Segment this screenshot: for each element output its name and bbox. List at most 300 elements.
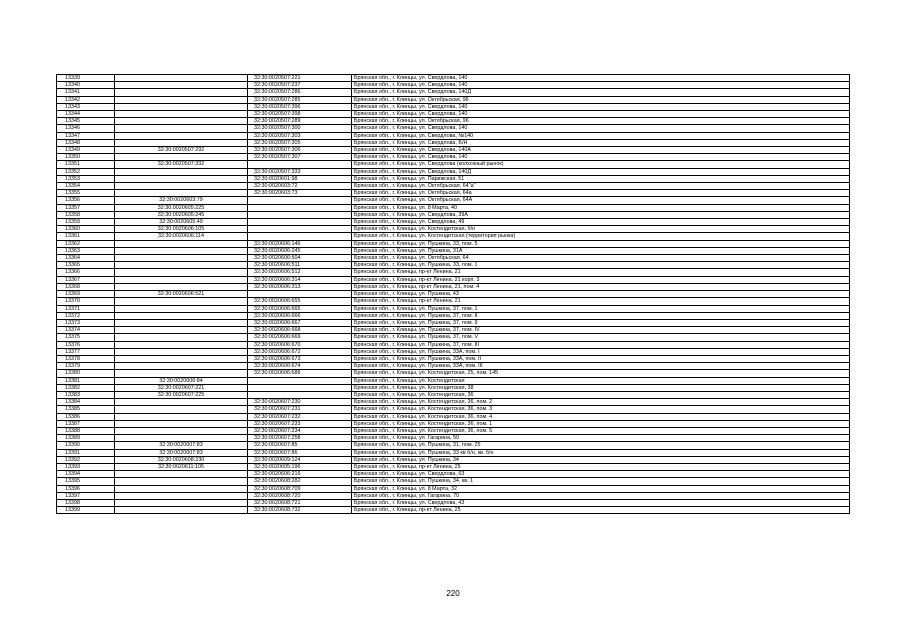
address-cell: Брянская обл., г. Клинцы, пр-кт Ленина, 25 (352, 507, 850, 514)
address-cell: Брянская обл., г. Клинцы, ул. Свердлова, 43 (352, 499, 850, 506)
address-cell: Брянская обл., г. Клинцы, ул. Костендитская (территория рынка) (352, 233, 850, 240)
table-row (57, 161, 850, 168)
row-number-cell: 13342 (57, 96, 115, 103)
row-number-cell: 13373 (57, 319, 115, 326)
table-row (57, 391, 850, 398)
cadastral-number-cell (115, 485, 248, 492)
row-number-cell: 13365 (57, 262, 115, 269)
cadastral-number-secondary-cell: 32:30:0020507:221 (248, 75, 352, 82)
table-row (57, 305, 850, 312)
cadastral-number-cell (115, 305, 248, 312)
table-row (57, 291, 850, 298)
address-cell: Брянская обл., г. Клинцы, ул. Пушкина, 37, пом. V (352, 334, 850, 341)
row-number-cell: 13387 (57, 420, 115, 427)
cadastral-number-secondary-cell: 32:30:0020507:289 (248, 118, 352, 125)
cadastral-number-secondary-cell: 32:30:0020507:333 (248, 168, 352, 175)
cadastral-number-cell: 32:30:0020606:84 (115, 377, 248, 384)
cadastral-number-secondary-cell: 32:30:0020608:732 (248, 507, 352, 514)
cadastral-number-secondary-cell: 32:30:0020608:709 (248, 485, 352, 492)
cadastral-number-secondary-cell: 32:30:0020608:720 (248, 492, 352, 499)
table-row (57, 327, 850, 334)
address-cell: Брянская обл., г. Клинцы, ул. Пушкина, 33А, пом. III (352, 363, 850, 370)
cadastral-number-secondary-cell: 32:30:0020606:673 (248, 355, 352, 362)
address-cell: Брянская обл., г. Клинцы, ул. Октябрьская, 64А (352, 197, 850, 204)
table-row (57, 269, 850, 276)
cadastral-number-cell: 32:30:0020607:83 (115, 449, 248, 456)
cadastral-number-cell (115, 75, 248, 82)
table-row (57, 341, 850, 348)
cadastral-number-cell (115, 341, 248, 348)
table-row (57, 283, 850, 290)
table-row (57, 89, 850, 96)
address-cell: Брянская обл., г. Клинцы, ул. Костендитская, 36, пом. 1 (352, 420, 850, 427)
address-cell: Брянская обл., г. Клинцы, ул. Костендитская (352, 377, 850, 384)
address-cell: Брянская обл., г. Клинцы, ул. Пушкина, 37, пом. IV (352, 327, 850, 334)
cadastral-number-secondary-cell: 32:30:0020606:512 (248, 269, 352, 276)
address-cell: Брянская обл., г. Клинцы, ул. Гагарина, 50 (352, 435, 850, 442)
cadastral-number-cell (115, 183, 248, 190)
cadastral-number-cell (115, 420, 248, 427)
address-cell: Брянская обл., г. Клинцы, ул. Пушкина, 31А (352, 247, 850, 254)
cadastral-number-cell (115, 125, 248, 132)
row-number-cell: 13396 (57, 485, 115, 492)
row-number-cell: 13372 (57, 312, 115, 319)
address-cell: Брянская обл., г. Клинцы, ул. Свердлова, 39А (352, 211, 850, 218)
cadastral-number-secondary-cell: 32:30:0020607:234 (248, 427, 352, 434)
address-cell: Брянская обл., г. Клинцы, ул. Пушкина, 33, пом. 1 (352, 262, 850, 269)
table-row (57, 75, 850, 82)
row-number-cell: 13390 (57, 442, 115, 449)
address-cell: Брянская обл., г. Клинцы, ул. Пушкина, 33А, пом. II (352, 355, 850, 362)
row-number-cell: 13363 (57, 247, 115, 254)
cadastral-number-cell: 32:30:0020607:225 (115, 391, 248, 398)
table-row (57, 384, 850, 391)
cadastral-number-secondary-cell: 32:30:0020606:146 (248, 240, 352, 247)
cadastral-number-secondary-cell: 32:30:0020507:300 (248, 125, 352, 132)
cadastral-number-secondary-cell (248, 161, 352, 168)
cadastral-number-cell (115, 507, 248, 514)
cadastral-number-cell (115, 413, 248, 420)
cadastral-number-cell: 32:30:0020608:230 (115, 456, 248, 463)
cadastral-number-cell (115, 139, 248, 146)
cadastral-number-cell (115, 132, 248, 139)
address-cell: Брянская обл., г. Клинцы, ул. Свердлова, 140 (352, 111, 850, 118)
cadastral-number-cell: 32:30:0020606:105 (115, 226, 248, 233)
cadastral-number-cell (115, 319, 248, 326)
cadastral-number-secondary-cell: 32:30:0020606:686 (248, 370, 352, 377)
row-number-cell: 13370 (57, 298, 115, 305)
cadastral-number-secondary-cell: 32:30:0020507:307 (248, 154, 352, 161)
table-row (57, 334, 850, 341)
table-row (57, 377, 850, 384)
table-row (57, 413, 850, 420)
table-row (57, 226, 850, 233)
page-number: 220 (446, 589, 460, 598)
table-row (57, 435, 850, 442)
cadastral-number-secondary-cell: 32:30:0020607:231 (248, 406, 352, 413)
row-number-cell: 13379 (57, 363, 115, 370)
registry-table (56, 74, 850, 514)
address-cell: Брянская обл., г. Клинцы, ул. Свердлова, 140 (352, 125, 850, 132)
cadastral-number-secondary-cell: 32:30:0020607:85 (248, 442, 352, 449)
table-row (57, 298, 850, 305)
cadastral-number-secondary-cell: 32:30:0020606:511 (248, 262, 352, 269)
row-number-cell: 13346 (57, 125, 115, 132)
cadastral-number-cell (115, 283, 248, 290)
address-cell: Брянская обл., г. Клинцы, ул. Свердлова, 140 (352, 82, 850, 89)
address-cell: Брянская обл., г. Клинцы, ул. Пушкина, 37, пом. III (352, 341, 850, 348)
address-cell: Брянская обл., г. Клинцы, ул. Костендитская, 36, пом. 2 (352, 399, 850, 406)
cadastral-number-cell: 32:30:0020606:114 (115, 233, 248, 240)
address-cell: Брянская обл., г. Клинцы, ул. Костендитская, 38 (352, 384, 850, 391)
cadastral-number-secondary-cell: 32:30:0020507:396 (248, 103, 352, 110)
address-cell: Брянская обл., г. Клинцы, ул. Свердлова (колхозный рынок) (352, 161, 850, 168)
cadastral-number-secondary-cell: 32:30:0020507:285 (248, 96, 352, 103)
cadastral-number-secondary-cell: 32:30:0020603:72 (248, 183, 352, 190)
row-number-cell: 13364 (57, 255, 115, 262)
table-row (57, 190, 850, 197)
table-row (57, 118, 850, 125)
cadastral-number-cell (115, 255, 248, 262)
cadastral-number-secondary-cell: 32:30:0020507:398 (248, 111, 352, 118)
cadastral-number-cell (115, 111, 248, 118)
cadastral-number-secondary-cell: 32:30:0020606:669 (248, 334, 352, 341)
cadastral-number-cell (115, 355, 248, 362)
row-number-cell: 13399 (57, 507, 115, 514)
address-cell: Брянская обл., г. Клинцы, ул. Гагарина, 70 (352, 492, 850, 499)
cadastral-number-cell: 32:30:0020605:245 (115, 211, 248, 218)
cadastral-number-secondary-cell: 32:30:0020606:672 (248, 348, 352, 355)
table-row (57, 348, 850, 355)
cadastral-number-cell (115, 154, 248, 161)
address-cell: Брянская обл., г. Клинцы, пр-кт Ленина, 21 (352, 298, 850, 305)
address-cell: Брянская обл., г. Клинцы, пр-кт Ленина, 21, пом. 4 (352, 283, 850, 290)
cadastral-number-cell: 32:30:0020607:221 (115, 384, 248, 391)
cadastral-number-cell (115, 269, 248, 276)
address-cell: Брянская обл., г. Клинцы, пр-кт Ленина, 21 корп. 3 (352, 276, 850, 283)
row-number-cell: 13380 (57, 370, 115, 377)
cadastral-number-cell: 32:30:0020607:83 (115, 442, 248, 449)
cadastral-number-cell (115, 168, 248, 175)
table-row (57, 262, 850, 269)
cadastral-number-secondary-cell: 32:30:0020606:668 (248, 327, 352, 334)
cadastral-number-secondary-cell: 32:30:0020609:124 (248, 456, 352, 463)
cadastral-number-cell (115, 190, 248, 197)
row-number-cell: 13375 (57, 334, 115, 341)
cadastral-number-cell (115, 406, 248, 413)
cadastral-number-secondary-cell: 32:30:0020606:670 (248, 341, 352, 348)
cadastral-number-cell (115, 247, 248, 254)
row-number-cell: 13383 (57, 391, 115, 398)
row-number-cell: 13376 (57, 341, 115, 348)
table-row (57, 103, 850, 110)
table-row (57, 427, 850, 434)
address-cell: Брянская обл., г. Клинцы, ул. Свердлова, 140Д (352, 168, 850, 175)
cadastral-number-cell: 32:30:0020603:79 (115, 197, 248, 204)
row-number-cell: 13385 (57, 406, 115, 413)
cadastral-number-secondary-cell: 32:30:0020607:258 (248, 435, 352, 442)
cadastral-number-secondary-cell: 32:30:0020607:230 (248, 399, 352, 406)
row-number-cell: 13378 (57, 355, 115, 362)
address-cell: Брянская обл., г. Клинцы, ул. Пушкина, 37, пом. II (352, 312, 850, 319)
table-row (57, 204, 850, 211)
table-row (57, 96, 850, 103)
row-number-cell: 13340 (57, 82, 115, 89)
row-number-cell: 13345 (57, 118, 115, 125)
cadastral-number-secondary-cell: 32:30:0020606:216 (248, 471, 352, 478)
cadastral-number-secondary-cell: 32:30:0020607:233 (248, 420, 352, 427)
row-number-cell: 13371 (57, 305, 115, 312)
table-row (57, 168, 850, 175)
row-number-cell: 13347 (57, 132, 115, 139)
table-row (57, 499, 850, 506)
cadastral-number-secondary-cell (248, 233, 352, 240)
cadastral-number-cell (115, 327, 248, 334)
address-cell: Брянская обл., г. Клинцы, ул. Свердлова, 140А (352, 147, 850, 154)
table-row (57, 139, 850, 146)
cadastral-number-secondary-cell: 32:30:0020507:306 (248, 147, 352, 154)
table-row (57, 355, 850, 362)
cadastral-number-secondary-cell: 32:30:0020606:245 (248, 247, 352, 254)
cadastral-number-secondary-cell: 32:30:0020603:73 (248, 190, 352, 197)
cadastral-number-cell (115, 262, 248, 269)
address-cell: Брянская обл., г. Клинцы, ул. Октябрьская, 64 (352, 255, 850, 262)
row-number-cell: 13354 (57, 183, 115, 190)
cadastral-number-cell (115, 427, 248, 434)
row-number-cell: 13355 (57, 190, 115, 197)
table-row (57, 82, 850, 89)
table-row (57, 312, 850, 319)
row-number-cell: 13362 (57, 240, 115, 247)
row-number-cell: 13386 (57, 413, 115, 420)
row-number-cell: 13359 (57, 219, 115, 226)
cadastral-number-cell (115, 471, 248, 478)
address-cell: Брянская обл., г. Клинцы, пр-кт Ленина, 25 (352, 463, 850, 470)
address-cell: Брянская обл., г. Клинцы, ул. Костендитская, 36, пом. 3 (352, 406, 850, 413)
row-number-cell: 13389 (57, 435, 115, 442)
cadastral-number-secondary-cell: 32:30:0020606:504 (248, 255, 352, 262)
address-cell: Брянская обл., г. Клинцы, ул. Свердлова, 63 (352, 471, 850, 478)
cadastral-number-cell (115, 175, 248, 182)
row-number-cell: 13395 (57, 478, 115, 485)
cadastral-number-cell (115, 103, 248, 110)
table-row (57, 240, 850, 247)
cadastral-number-secondary-cell (248, 384, 352, 391)
registry-table-body (57, 75, 850, 514)
cadastral-number-secondary-cell: 32:30:0020606:666 (248, 312, 352, 319)
row-number-cell: 13353 (57, 175, 115, 182)
address-cell: Брянская обл., г. Клинцы, ул. Пушкина, 37, пом. 9 (352, 319, 850, 326)
table-row (57, 132, 850, 139)
cadastral-number-secondary-cell: 32:30:0020606:314 (248, 276, 352, 283)
address-cell: Брянская обл., г. Клинцы, ул. Костендитская, 36, пом. 5 (352, 427, 850, 434)
cadastral-number-cell: 32:30:0020611:105 (115, 463, 248, 470)
cadastral-number-cell: 32:30:0020605:49 (115, 219, 248, 226)
address-cell: Брянская обл., г. Клинцы, ул. Октябрьская, 96 (352, 118, 850, 125)
cadastral-number-secondary-cell (248, 197, 352, 204)
cadastral-number-cell (115, 118, 248, 125)
table-row (57, 319, 850, 326)
table-row (57, 147, 850, 154)
cadastral-number-cell (115, 348, 248, 355)
table-row (57, 478, 850, 485)
address-cell: Брянская обл., г. Клинцы, ул. Пушкина, 43 (352, 291, 850, 298)
address-cell: Брянская обл., г. Клинцы, ул. Октябрьская, 64а (352, 190, 850, 197)
cadastral-number-secondary-cell: 32:30:0020608:721 (248, 499, 352, 506)
cadastral-number-cell (115, 96, 248, 103)
address-cell: Брянская обл., г. Клинцы, ул. Пушкина, 33, пом. 5 (352, 240, 850, 247)
row-number-cell: 13348 (57, 139, 115, 146)
table-row (57, 276, 850, 283)
table-row (57, 197, 850, 204)
cadastral-number-secondary-cell: 32:30:0020507:305 (248, 139, 352, 146)
cadastral-number-secondary-cell (248, 377, 352, 384)
table-row (57, 111, 850, 118)
row-number-cell: 13361 (57, 233, 115, 240)
cadastral-number-secondary-cell (248, 226, 352, 233)
row-number-cell: 13360 (57, 226, 115, 233)
cadastral-number-cell: 32:30:0020605:225 (115, 204, 248, 211)
address-cell: Брянская обл., г. Клинцы, ул. Свердлова, №140 (352, 132, 850, 139)
cadastral-number-secondary-cell (248, 291, 352, 298)
cadastral-number-cell (115, 499, 248, 506)
cadastral-number-secondary-cell: 32:30:0020607:86 (248, 449, 352, 456)
row-number-cell: 13382 (57, 384, 115, 391)
address-cell: Брянская обл., г. Клинцы, ул. Костендитская, б/н (352, 226, 850, 233)
row-number-cell: 13369 (57, 291, 115, 298)
address-cell: Брянская обл., г. Клинцы, ул. Парижская, 51 (352, 175, 850, 182)
cadastral-number-secondary-cell (248, 391, 352, 398)
cadastral-number-secondary-cell (248, 211, 352, 218)
cadastral-number-cell (115, 399, 248, 406)
table-row (57, 255, 850, 262)
row-number-cell: 13398 (57, 499, 115, 506)
table-row (57, 125, 850, 132)
table-row (57, 211, 850, 218)
table-row (57, 456, 850, 463)
cadastral-number-secondary-cell: 32:30:0020507:237 (248, 82, 352, 89)
row-number-cell: 13350 (57, 154, 115, 161)
row-number-cell: 13368 (57, 283, 115, 290)
table-row (57, 442, 850, 449)
address-cell: Брянская обл., г. Клинцы, ул. Свердлова, 140 (352, 154, 850, 161)
address-cell: Брянская обл., г. Клинцы, ул. Пушкина, 37, пом. 1 (352, 305, 850, 312)
address-cell: Брянская обл., г. Клинцы, ул. Пушкина, 34 (352, 456, 850, 463)
cadastral-number-cell (115, 240, 248, 247)
table-row (57, 449, 850, 456)
cadastral-number-cell (115, 370, 248, 377)
address-cell: Брянская обл., г. Клинцы, ул. Костендитская, 25, пом. 145 (352, 370, 850, 377)
cadastral-number-secondary-cell: 32:30:0020605:196 (248, 463, 352, 470)
row-number-cell: 13394 (57, 471, 115, 478)
address-cell: Брянская обл., г. Клинцы, ул. 8 Марта, 40 (352, 204, 850, 211)
cadastral-number-secondary-cell: 32:30:0020507:286 (248, 89, 352, 96)
table-row (57, 471, 850, 478)
cadastral-number-cell (115, 492, 248, 499)
table-row (57, 399, 850, 406)
cadastral-number-secondary-cell: 32:30:0020607:232 (248, 413, 352, 420)
cadastral-number-cell: 32:30:0020507:292 (115, 147, 248, 154)
row-number-cell: 13357 (57, 204, 115, 211)
table-row (57, 370, 850, 377)
table-row (57, 233, 850, 240)
cadastral-number-secondary-cell (248, 204, 352, 211)
row-number-cell: 13392 (57, 456, 115, 463)
cadastral-number-cell (115, 334, 248, 341)
row-number-cell: 13352 (57, 168, 115, 175)
cadastral-number-secondary-cell (248, 219, 352, 226)
address-cell: Брянская обл., г. Клинцы, ул. Костендитская, 36, пом. 4 (352, 413, 850, 420)
table-row (57, 507, 850, 514)
row-number-cell: 13381 (57, 377, 115, 384)
cadastral-number-cell (115, 312, 248, 319)
address-cell: Брянская обл., г. Клинцы, ул. Свердлова, Б/Н (352, 139, 850, 146)
address-cell: Брянская обл., г. Клинцы, ул. Октябрьская, 64"а" (352, 183, 850, 190)
cadastral-number-cell: 32:30:0020507:332 (115, 161, 248, 168)
table-row (57, 463, 850, 470)
cadastral-number-secondary-cell: 32:30:0020606:674 (248, 363, 352, 370)
cadastral-number-cell: 32:30:0020606:521 (115, 291, 248, 298)
table-row (57, 247, 850, 254)
row-number-cell: 13377 (57, 348, 115, 355)
table-row (57, 420, 850, 427)
address-cell: Брянская обл., г. Клинцы, ул. 8 Марта, 32 (352, 485, 850, 492)
cadastral-number-secondary-cell: 32:30:0020606:313 (248, 283, 352, 290)
table-row (57, 406, 850, 413)
row-number-cell: 13343 (57, 103, 115, 110)
address-cell: Брянская обл., г. Клинцы, ул. Свердлова, 140 (352, 75, 850, 82)
address-cell: Брянская обл., г. Клинцы, ул. Пушкина, 33А, пом. I (352, 348, 850, 355)
cadastral-number-secondary-cell: 32:30:0020608:282 (248, 478, 352, 485)
table-row (57, 492, 850, 499)
cadastral-number-cell (115, 435, 248, 442)
cadastral-number-cell (115, 298, 248, 305)
cadastral-number-cell (115, 363, 248, 370)
row-number-cell: 13374 (57, 327, 115, 334)
row-number-cell: 13388 (57, 427, 115, 434)
cadastral-number-secondary-cell: 32:30:0020601:98 (248, 175, 352, 182)
address-cell: Брянская обл., г. Клинцы, ул. Пушкина, 33 кв б/н, кв. б/н (352, 449, 850, 456)
address-cell: Брянская обл., г. Клинцы, ул. Свердлова, 49 (352, 219, 850, 226)
table-row (57, 363, 850, 370)
cadastral-number-cell (115, 478, 248, 485)
table-row (57, 175, 850, 182)
table-row (57, 219, 850, 226)
row-number-cell: 13351 (57, 161, 115, 168)
cadastral-number-secondary-cell: 32:30:0020606:667 (248, 319, 352, 326)
address-cell: Брянская обл., г. Клинцы, ул. Октябрьская, 96 (352, 96, 850, 103)
cadastral-number-secondary-cell: 32:30:0020606:665 (248, 305, 352, 312)
row-number-cell: 13366 (57, 269, 115, 276)
address-cell: Брянская обл., г. Клинцы, ул. Свердлова, 140 (352, 103, 850, 110)
address-cell: Брянская обл., г. Клинцы, пр-кт Ленина, 21 (352, 269, 850, 276)
cadastral-number-secondary-cell: 32:30:0020606:655 (248, 298, 352, 305)
row-number-cell: 13393 (57, 463, 115, 470)
row-number-cell: 13358 (57, 211, 115, 218)
table-row (57, 183, 850, 190)
row-number-cell: 13356 (57, 197, 115, 204)
cadastral-number-cell (115, 89, 248, 96)
row-number-cell: 13344 (57, 111, 115, 118)
table-row (57, 485, 850, 492)
address-cell: Брянская обл., г. Клинцы, ул. Пушкина, 34, кв. 1 (352, 478, 850, 485)
cadastral-number-secondary-cell: 32:30:0020507:303 (248, 132, 352, 139)
row-number-cell: 13391 (57, 449, 115, 456)
row-number-cell: 13341 (57, 89, 115, 96)
row-number-cell: 13384 (57, 399, 115, 406)
address-cell: Брянская обл., г. Клинцы, ул. Костендитская, 36 (352, 391, 850, 398)
cadastral-number-cell (115, 276, 248, 283)
